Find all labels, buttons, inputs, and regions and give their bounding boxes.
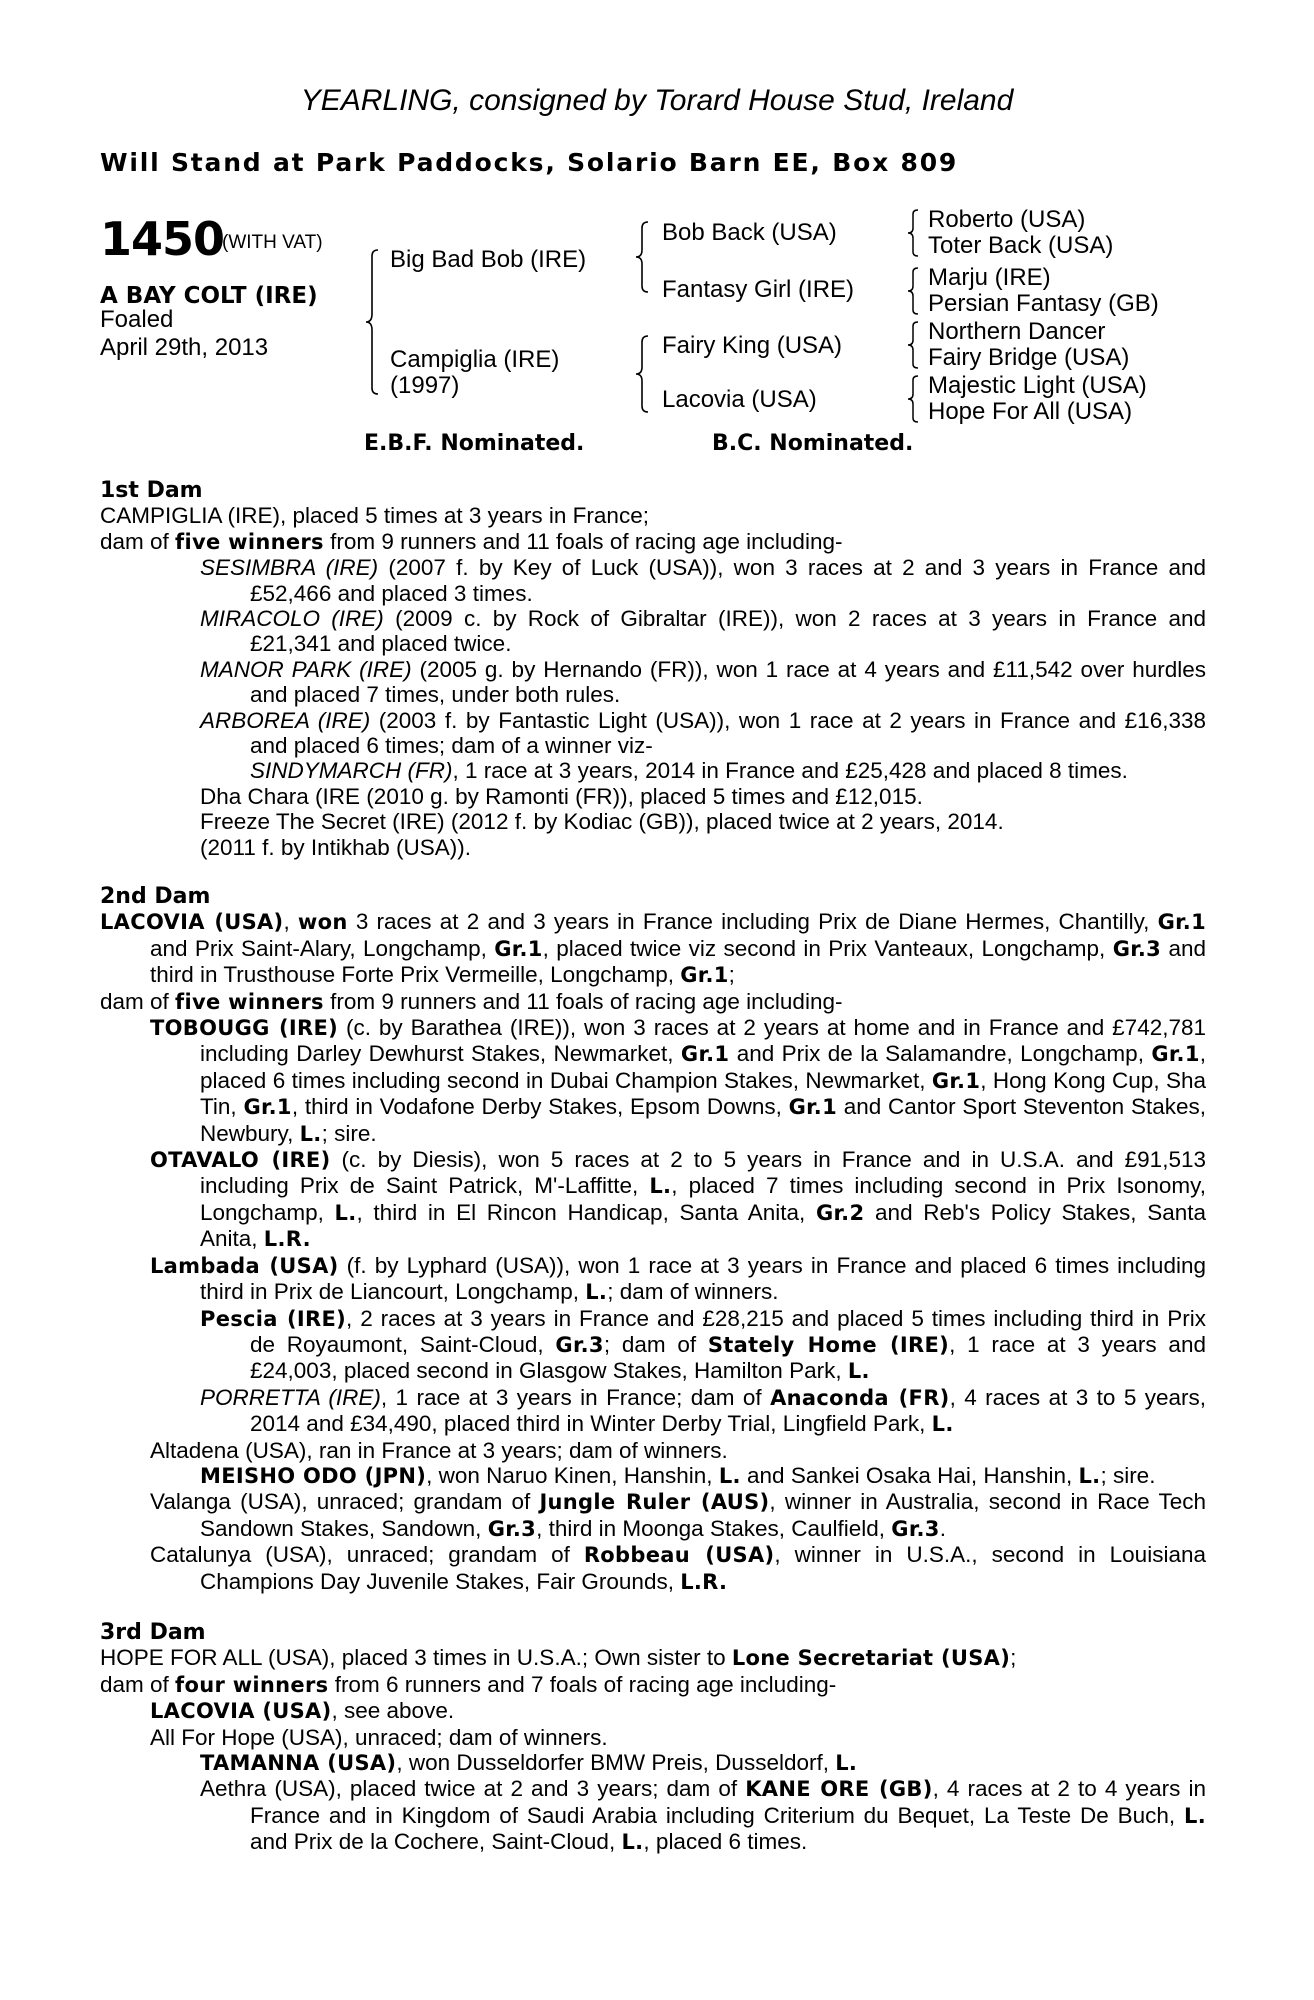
produce-entry: Catalunya (USA), unraced; grandam of Robbeau (USA), winner in U.S.A., second in Louisiana Champions Day Juvenile Stakes, Fair Grounds, L.R. bbox=[150, 1542, 1206, 1594]
produce-entry: PORRETTA (IRE), 1 race at 3 years in France; dam of Anaconda (FR), 4 races at 3 to 5 years, 2014 and £34,490, placed third in Winter Derby Trial, Lingfield Park, L. bbox=[200, 1384, 1207, 1437]
pedigree-dds: Majestic Light (USA) bbox=[928, 372, 1147, 399]
produce-entry: SINDYMARCH (FR), 1 race at 3 years, 2014 in France and £25,428 and placed 8 times. bbox=[250, 758, 1128, 784]
first-dam-heading: 1st Dam bbox=[100, 478, 203, 503]
pedigree-dam: Campiglia (IRE) bbox=[390, 346, 560, 373]
sire-dam-brace bbox=[364, 248, 384, 396]
produce-entry: Dha Chara (IRE (2010 g. by Ramonti (FR)), placed 5 times and £12,015. bbox=[200, 783, 923, 809]
produce-entry: (2011 f. by Intikhab (USA)). bbox=[200, 834, 471, 860]
gen3-brace-2 bbox=[906, 266, 922, 316]
pedigree-sire: Big Bad Bob (IRE) bbox=[390, 246, 587, 273]
produce-entry: MANOR PARK (IRE) (2005 g. by Hernando (FR)), won 1 race at 4 years and £11,542 over hurdles and placed 7 times, under both rules. bbox=[200, 656, 1206, 708]
consignment-line: YEARLING, consigned by Torard House Stud, Ireland bbox=[300, 84, 1014, 117]
produce-entry: TAMANNA (USA), won Dusseldorfer BMW Preis, Dusseldorf, L. bbox=[200, 1750, 858, 1776]
pedigree-dss: Northern Dancer bbox=[928, 318, 1106, 345]
produce-entry: Valanga (USA), unraced; grandam of Jungle Ruler (AUS), winner in Australia, second in Race Tech Sandown Stakes, Sandown, Gr.3, third in Moonga Stakes, Caulfield, Gr.3. bbox=[150, 1489, 1206, 1541]
produce-entry: SESIMBRA (IRE) (2007 f. by Key of Luck (USA)), won 3 races at 2 and 3 years in France and £52,466 and placed 3 times. bbox=[200, 555, 1206, 606]
dam-line-brace bbox=[634, 334, 654, 414]
second-dam-produce-line: dam of five winners from 9 runners and 11 foals of racing age including- bbox=[100, 988, 843, 1014]
produce-entry: Aethra (USA), placed twice at 2 and 3 years; dam of KANE ORE (GB), 4 races at 2 to 4 years in France and in Kingdom of Saudi Arabia including Criterium du Bequet, La Teste De Buch, L. and Prix de la Cochere, Saint-Cloud, L., placed 6 times. bbox=[200, 1776, 1206, 1855]
bc-nomination: B.C. Nominated. bbox=[712, 431, 914, 456]
pedigree-dam-sire: Fairy King (USA) bbox=[662, 332, 843, 359]
third-dam-section bbox=[100, 1620, 1206, 1856]
pedigree-sss: Roberto (USA) bbox=[928, 206, 1086, 233]
third-dam-produce-line: dam of four winners from 6 runners and 7 foals of racing age including- bbox=[100, 1671, 837, 1697]
produce-entry: All For Hope (USA), unraced; dam of winners. bbox=[150, 1724, 608, 1750]
produce-entry: Altadena (USA), ran in France at 3 years; dam of winners. bbox=[150, 1437, 728, 1463]
vat-note: (WITH VAT) bbox=[222, 232, 323, 253]
pedigree-ssd: Toter Back (USA) bbox=[928, 232, 1114, 259]
gen3-brace-3 bbox=[906, 320, 922, 370]
pedigree-dam-year: (1997) bbox=[390, 372, 460, 399]
second-dam-heading: 2nd Dam bbox=[100, 884, 211, 909]
pedigree-sds: Marju (IRE) bbox=[928, 264, 1051, 291]
foaled-date: April 29th, 2013 bbox=[100, 334, 269, 361]
produce-entry: MIRACOLO (IRE) (2009 c. by Rock of Gibraltar (IRE)), won 2 races at 3 years in France and £21,341 and placed twice. bbox=[200, 606, 1206, 657]
produce-entry: Freeze The Secret (IRE) (2012 f. by Kodiac (GB)), placed twice at 2 years, 2014. bbox=[200, 809, 1004, 835]
sire-line-brace bbox=[634, 220, 654, 294]
produce-entry: Lambada (USA) (f. by Lyphard (USA)), won 1 race at 3 years in France and placed 6 times including third in Prix de Liancourt, Longchamp, L.; dam of winners. bbox=[150, 1252, 1206, 1305]
produce-entry: MEISHO ODO (JPN), won Naruo Kinen, Hanshin, L. and Sankei Osaka Hai, Hanshin, L.; sire. bbox=[200, 1462, 1156, 1488]
first-dam-section bbox=[100, 478, 1206, 860]
stand-location: Will Stand at Park Paddocks, Solario Barn EE, Box 809 bbox=[100, 148, 959, 177]
third-dam-heading: 3rd Dam bbox=[100, 1620, 206, 1645]
third-dam-line: HOPE FOR ALL (USA), placed 3 times in U.S.A.; Own sister to Lone Secretariat (USA); bbox=[100, 1645, 1017, 1671]
produce-entry: TOBOUGG (IRE) (c. by Barathea (IRE)), won 3 races at 2 years at home and in France and £742,781 including Darley Dewhurst Stakes, Newmarket, Gr.1 and Prix de la Salamandre, Longchamp, Gr.1, placed 6 times including second in Dubai Champion Stakes, Newmarket, Gr.1, Hong Kong Cup, Sha Tin, Gr.1, third in Vodafone Derby Stakes, Epsom Downs, Gr.1 and Cantor Sport Steventon Stakes, Newbury, L.; sire. bbox=[150, 1015, 1207, 1146]
pedigree-sire-sire: Bob Back (USA) bbox=[662, 219, 837, 246]
gen3-brace-1 bbox=[906, 208, 922, 258]
produce-entry: OTAVALO (IRE) (c. by Diesis), won 5 races at 2 to 5 years in France and in U.S.A. and £91,513 including Prix de Saint Patrick, M'-Laffitte, L., placed 7 times including second in Prix Isonomy, Longchamp, L., third in El Rincon Handicap, Santa Anita, Gr.2 and Reb's Policy Stakes, Santa Anita, L.R. bbox=[150, 1147, 1207, 1252]
lot-number: 1450 bbox=[100, 212, 225, 266]
ebf-nomination: E.B.F. Nominated. bbox=[364, 431, 585, 456]
foaled-label: Foaled bbox=[100, 306, 174, 333]
produce-entry: Pescia (IRE), 2 races at 3 years in France and £28,215 and placed 5 times including third in Prix de Royaumont, Saint-Cloud, Gr.3; dam of Stately Home (IRE), 1 race at 3 years and £24,003, placed second in Glasgow Stakes, Hamilton Park, L. bbox=[200, 1305, 1206, 1384]
second-dam-section bbox=[100, 884, 1206, 1595]
pedigree-dsd: Fairy Bridge (USA) bbox=[928, 344, 1130, 371]
gen3-brace-4 bbox=[906, 374, 922, 424]
produce-entry: LACOVIA (USA), see above. bbox=[150, 1698, 455, 1724]
pedigree-ddd: Hope For All (USA) bbox=[928, 398, 1133, 425]
second-dam-line: LACOVIA (USA), won 3 races at 2 and 3 years in France including Prix de Diane Hermes, Chantilly, Gr.1 and Prix Saint-Alary, Longchamp, Gr.1, placed twice viz second in Prix Vanteaux, Longchamp, Gr.3 and third in Trusthouse Forte Prix Vermeille, Longchamp, Gr.1; bbox=[100, 909, 1206, 988]
first-dam-produce-line: dam of five winners from 9 runners and 11 foals of racing age including- bbox=[100, 528, 843, 554]
pedigree-dam-dam: Lacovia (USA) bbox=[662, 386, 817, 413]
first-dam-line: CAMPIGLIA (IRE), placed 5 times at 3 years in France; bbox=[100, 503, 649, 529]
produce-entry: ARBOREA (IRE) (2003 f. by Fantastic Light (USA)), won 1 race at 2 years in France and £16,338 and placed 6 times; dam of a winner viz- bbox=[200, 707, 1207, 759]
pedigree-sire-dam: Fantasy Girl (IRE) bbox=[662, 276, 855, 303]
pedigree-sdd: Persian Fantasy (GB) bbox=[928, 290, 1159, 317]
lot-title: A BAY COLT (IRE) bbox=[100, 283, 318, 309]
